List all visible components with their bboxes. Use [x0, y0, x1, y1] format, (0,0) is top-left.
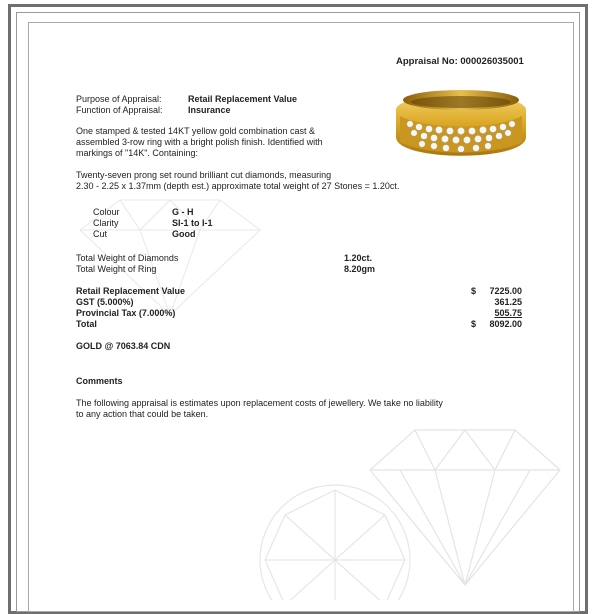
- grading-label: Cut: [93, 229, 108, 239]
- currency-symbol: $: [471, 286, 477, 296]
- valuation-label: Retail Replacement Value: [76, 286, 186, 296]
- function-value: Insurance: [188, 105, 231, 115]
- valuation-total: 8092.00: [489, 319, 522, 329]
- description-line: One stamped & tested 14KT yellow gold combination cast &: [76, 126, 315, 136]
- gold-price: GOLD @ 7063.84 CDN: [76, 341, 171, 351]
- valuation-label: GST (5.000%): [76, 297, 134, 307]
- description-line: assembled 3-row ring with a bright polish finish. Identified with: [76, 137, 323, 147]
- function-label: Function of Appraisal:: [76, 105, 163, 115]
- grading-value: G - H: [172, 207, 194, 217]
- weight-value: 1.20ct.: [344, 253, 373, 263]
- valuation-amount: 505.75: [494, 308, 522, 318]
- purpose-label: Purpose of Appraisal:: [76, 94, 162, 104]
- weight-label: Total Weight of Ring: [76, 264, 157, 274]
- comments-heading: Comments: [76, 376, 123, 386]
- valuation-amount: 7225.00: [489, 286, 522, 296]
- grading-value: SI-1 to I-1: [172, 218, 213, 228]
- valuation-label: Provincial Tax (7.000%): [76, 308, 176, 318]
- grading-label: Clarity: [93, 218, 119, 228]
- valuation-label: Total: [76, 319, 97, 329]
- grading-label: Colour: [93, 207, 120, 217]
- stones-line: Twenty-seven prong set round brilliant cut diamonds, measuring: [76, 170, 332, 180]
- grading-value: Good: [172, 229, 196, 239]
- valuation-amount: 361.25: [494, 297, 522, 307]
- diamond-watermark-bottom: [245, 470, 425, 600]
- currency-symbol: $: [471, 319, 477, 329]
- description-line: markings of "14K". Containing:: [76, 148, 198, 158]
- appraisal-number: Appraisal No: 000026035001: [396, 56, 524, 67]
- purpose-value: Retail Replacement Value: [188, 94, 298, 104]
- comments-line: The following appraisal is estimates upon replacement costs of jewellery. We take no liability: [76, 398, 443, 408]
- ring-photo: [386, 82, 536, 164]
- comments-line: to any action that could be taken.: [76, 409, 209, 419]
- weight-value: 8.20gm: [344, 264, 376, 274]
- stones-line: 2.30 - 2.25 x 1.37mm (depth est.) approximate total weight of 27 Stones = 1.20ct.: [76, 181, 400, 191]
- weight-label: Total Weight of Diamonds: [76, 253, 179, 263]
